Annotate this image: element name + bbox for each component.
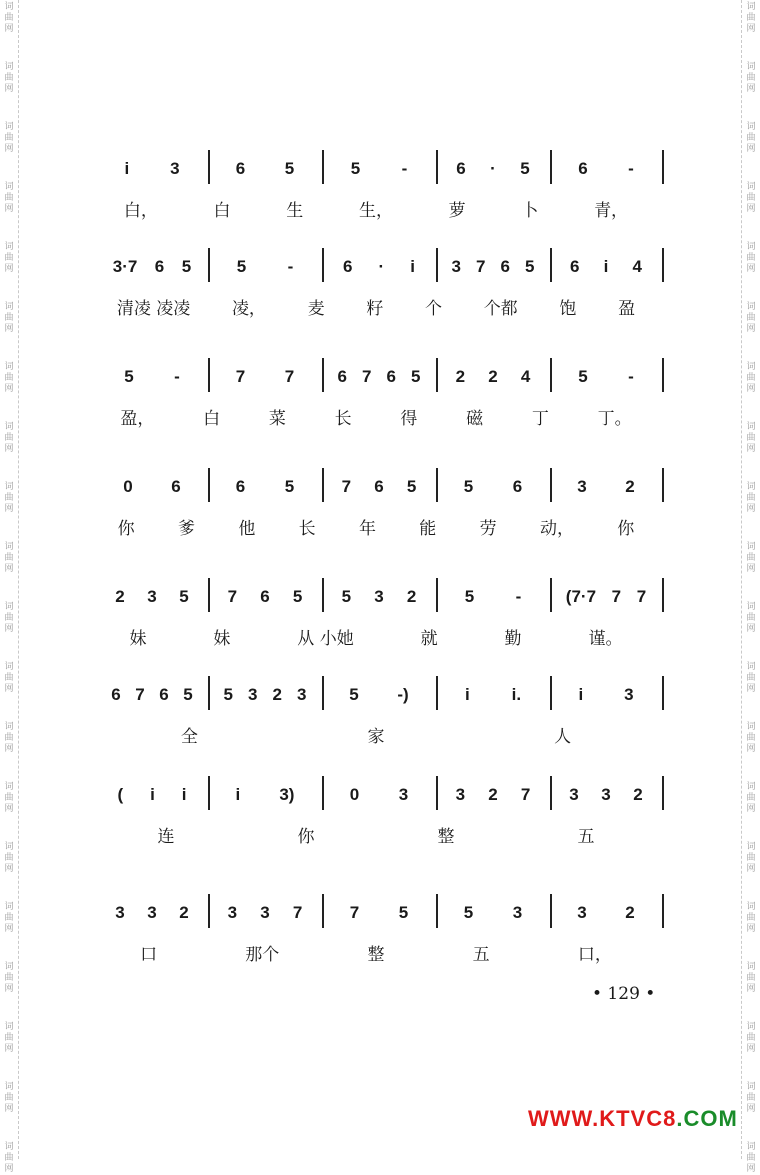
watermark-text: 词 曲 网 — [746, 662, 756, 694]
lyric: 口， — [577, 945, 612, 965]
bar-line — [208, 150, 210, 184]
bar-line — [208, 578, 210, 612]
note-group — [558, 686, 654, 704]
note: 6 — [154, 257, 165, 276]
lyric: 卜 — [521, 201, 539, 221]
bar-line — [322, 150, 324, 184]
note-group — [444, 904, 542, 922]
lyric: 青， — [594, 201, 629, 221]
note-group — [216, 160, 314, 178]
bar-line — [208, 358, 210, 392]
lyric: 他 — [238, 519, 256, 539]
site-url — [528, 1106, 738, 1132]
note-group — [558, 786, 654, 804]
watermark-text: 词 曲 网 — [746, 1082, 756, 1114]
note: 3 — [227, 903, 238, 922]
lyric: 磁 — [466, 409, 484, 429]
lyric: 妹 — [213, 629, 231, 649]
note-group — [558, 160, 654, 178]
bar-line — [208, 468, 210, 502]
bar-line — [550, 248, 552, 282]
bar-line — [322, 894, 324, 928]
note: 2 — [179, 903, 189, 922]
note-group — [444, 368, 542, 386]
note: i — [235, 785, 241, 804]
note-group — [444, 160, 542, 178]
note-group — [104, 258, 200, 276]
lyric: 人 — [554, 727, 572, 747]
note: 5 — [183, 685, 193, 704]
lyric: 全 — [180, 727, 198, 747]
note: 7 — [284, 367, 295, 386]
watermark-text: 词 曲 网 — [746, 62, 756, 94]
lyric: 个 — [425, 299, 442, 319]
note: - — [174, 367, 180, 386]
note: 7 — [341, 477, 352, 496]
watermark-text: 词 曲 网 — [4, 302, 14, 334]
note: 6 — [512, 477, 523, 496]
note: 5 — [406, 477, 417, 496]
note-group — [104, 686, 200, 704]
bar-line — [208, 676, 210, 710]
bar-line — [322, 676, 324, 710]
lyric: 五 — [472, 945, 490, 965]
note: 3 — [147, 903, 157, 922]
bar-line — [208, 894, 210, 928]
lyric: 年 — [358, 519, 376, 539]
lyric: 麦 — [307, 299, 325, 319]
lyric: 得 — [400, 409, 418, 429]
lyric: 整 — [437, 827, 455, 847]
note: 5 — [578, 367, 588, 386]
note: 7 — [292, 903, 303, 922]
bar-line — [662, 358, 664, 392]
lyric: 盈 — [618, 299, 636, 319]
watermark-text: 词 曲 网 — [4, 842, 14, 874]
note: · — [490, 159, 496, 178]
lyric: 爹 — [177, 519, 195, 539]
note-group — [216, 258, 314, 276]
note-group — [330, 368, 428, 386]
watermark-text: 词 曲 网 — [746, 182, 756, 214]
bar-line — [550, 468, 552, 502]
lyric: 盈， — [120, 409, 155, 429]
lyric: 清凌 凌凌 — [116, 299, 191, 319]
note: 3 — [260, 903, 270, 922]
watermark-text: 词 曲 网 — [4, 782, 14, 814]
bar-line — [436, 676, 438, 710]
note: 5 — [349, 685, 359, 704]
watermark-text: 词 曲 网 — [746, 902, 756, 934]
bar-line — [662, 776, 664, 810]
note-group — [558, 258, 654, 276]
bar-line — [662, 676, 664, 710]
lyric: 饱 — [559, 299, 577, 319]
watermark-text: 词 曲 网 — [746, 482, 756, 514]
note: 6 — [578, 159, 588, 178]
note: ( — [117, 785, 124, 804]
bar-line — [436, 578, 438, 612]
note: 3 — [512, 903, 523, 922]
note-group — [216, 904, 314, 922]
lyric-line — [96, 514, 656, 539]
note-group — [330, 786, 428, 804]
lyric: 动， — [539, 519, 574, 539]
watermark-text: 词 曲 网 — [746, 1022, 756, 1054]
bar-line — [550, 676, 552, 710]
note: 2 — [625, 903, 635, 922]
note: - — [287, 257, 294, 276]
lyric: 你 — [617, 519, 635, 539]
watermark-text: 词 曲 网 — [4, 902, 14, 934]
note: 2 — [455, 367, 466, 386]
watermark-text: 词 曲 网 — [4, 182, 14, 214]
note: 2 — [633, 785, 643, 804]
note-group — [444, 686, 542, 704]
note: 5 — [124, 367, 134, 386]
note: 5 — [181, 257, 192, 276]
note-group — [104, 588, 200, 606]
lyric: 从 小她 — [297, 629, 354, 649]
bar-line — [550, 358, 552, 392]
note: 5 — [236, 257, 247, 276]
watermark-text: 词 曲 网 — [746, 302, 756, 334]
bar-line — [208, 776, 210, 810]
note-group — [216, 368, 314, 386]
lyric: 五 — [577, 827, 595, 847]
watermark-text: 词 曲 网 — [4, 1082, 14, 1114]
watermark-text: 词 曲 网 — [746, 542, 756, 574]
lyric-line — [96, 624, 656, 649]
note: 3 — [398, 785, 409, 804]
note: · — [378, 257, 385, 276]
watermark-text: 词 曲 网 — [4, 722, 14, 754]
note: 3 — [374, 587, 384, 606]
note: 2 — [488, 367, 498, 386]
bar-line — [550, 150, 552, 184]
note: 6 — [570, 257, 580, 276]
lyric-line — [96, 294, 656, 319]
lyric: 家 — [367, 727, 385, 747]
note-group — [216, 588, 314, 606]
watermark-text: 词 曲 网 — [4, 2, 14, 34]
note: 3 — [115, 903, 125, 922]
note: i — [181, 785, 187, 804]
note: 0 — [349, 785, 360, 804]
note: 2 — [625, 477, 635, 496]
note-group — [444, 258, 542, 276]
lyric: 丁 — [531, 409, 549, 429]
bar-line — [322, 358, 324, 392]
note: 3 — [624, 685, 634, 704]
note-group — [216, 686, 314, 704]
note: 6 — [159, 685, 169, 704]
note: - — [628, 367, 634, 386]
note: - — [401, 159, 408, 178]
note: 4 — [632, 257, 642, 276]
note: 7 — [611, 587, 622, 606]
watermark-text: 词 曲 网 — [746, 362, 756, 394]
note: 7 — [476, 257, 486, 276]
bar-line — [662, 894, 664, 928]
watermark-text: 词 曲 网 — [4, 122, 14, 154]
left-watermark-column — [0, 0, 19, 1174]
note-group — [558, 588, 654, 606]
bar-line — [662, 578, 664, 612]
lyric-line — [96, 404, 656, 429]
watermark-text: 词 曲 网 — [746, 1142, 756, 1174]
lyric: 你 — [117, 519, 135, 539]
lyric-line — [96, 196, 656, 221]
lyric-line — [96, 940, 656, 965]
lyric: 就 — [420, 629, 438, 649]
note: 6 — [171, 477, 181, 496]
lyric-line — [96, 822, 656, 847]
lyric: 萝 — [448, 201, 466, 221]
lyric: 勤 — [504, 629, 522, 649]
bar-line — [436, 358, 438, 392]
note-group — [104, 160, 200, 178]
note: 3 — [577, 903, 587, 922]
note: 3) — [279, 785, 295, 804]
note: 6 — [374, 477, 384, 496]
watermark-text: 词 曲 网 — [4, 1142, 14, 1174]
note: 7 — [349, 903, 360, 922]
watermark-text: 词 曲 网 — [746, 722, 756, 754]
watermark-text: 词 曲 网 — [4, 962, 14, 994]
note: (7·7 — [565, 587, 597, 606]
note: 5 — [398, 903, 409, 922]
lyric: 丁。 — [597, 409, 632, 429]
note: 5 — [350, 159, 361, 178]
watermark-text: 词 曲 网 — [4, 362, 14, 394]
note-group — [216, 786, 314, 804]
lyric: 连 — [157, 827, 175, 847]
note: 5 — [223, 685, 233, 704]
lyric: 生 — [286, 201, 304, 221]
note-group — [330, 588, 428, 606]
note-group — [444, 786, 542, 804]
bar-line — [436, 776, 438, 810]
note: i. — [511, 685, 522, 704]
note: 5 — [292, 587, 303, 606]
note: 7 — [636, 587, 647, 606]
watermark-text: 词 曲 网 — [4, 542, 14, 574]
note: 5 — [463, 903, 474, 922]
bar-line — [322, 248, 324, 282]
note: 3 — [147, 587, 157, 606]
lyric: 口 — [140, 945, 158, 965]
note: 5 — [411, 367, 421, 386]
watermark-text: 词 曲 网 — [746, 122, 756, 154]
right-watermark-column — [741, 0, 760, 1174]
bar-line — [436, 248, 438, 282]
lyric: 菜 — [268, 409, 286, 429]
lyric: 劳 — [479, 519, 497, 539]
bar-line — [322, 578, 324, 612]
watermark-text: 词 曲 网 — [4, 242, 14, 274]
bar-line — [436, 468, 438, 502]
note: 6 — [343, 257, 353, 276]
note: 6 — [260, 587, 270, 606]
note: 5 — [179, 587, 189, 606]
watermark-text: 词 曲 网 — [746, 602, 756, 634]
note-group — [104, 478, 200, 496]
watermark-text: 词 曲 网 — [746, 782, 756, 814]
note: 3 — [297, 685, 307, 704]
lyric-line — [96, 722, 656, 747]
note: 5 — [341, 587, 352, 606]
note: 3 — [451, 257, 461, 276]
bar-line — [436, 150, 438, 184]
note: 6 — [235, 159, 246, 178]
lyric: 白 — [213, 201, 231, 221]
note: 6 — [500, 257, 510, 276]
watermark-text: 词 曲 网 — [4, 662, 14, 694]
note: 5 — [284, 477, 295, 496]
note: i — [464, 685, 470, 704]
note: 5 — [525, 257, 535, 276]
watermark-text: 词 曲 网 — [746, 242, 756, 274]
note: - — [515, 587, 522, 606]
note: 3·7 — [112, 257, 138, 276]
lyric: 你 — [297, 827, 315, 847]
lyric: 白， — [123, 201, 158, 221]
bar-line — [322, 468, 324, 502]
bar-line — [550, 776, 552, 810]
lyric: 凌， — [231, 299, 266, 319]
note: 3 — [170, 159, 180, 178]
note: 7 — [235, 367, 246, 386]
lyric: 生， — [358, 201, 393, 221]
note: 6 — [235, 477, 246, 496]
note: 3 — [248, 685, 258, 704]
note: 3 — [577, 477, 587, 496]
note-group — [104, 368, 200, 386]
site-url-main: WWW.KTVC8 — [528, 1106, 677, 1131]
note: 6 — [111, 685, 121, 704]
note-group — [444, 478, 542, 496]
note: 5 — [463, 477, 474, 496]
note-group — [444, 588, 542, 606]
note: 7 — [135, 685, 145, 704]
watermark-text: 词 曲 网 — [4, 602, 14, 634]
page-number: • 129 • — [592, 984, 656, 1004]
note: 2 — [406, 587, 417, 606]
note-group — [558, 904, 654, 922]
note: 0 — [123, 477, 133, 496]
note-group — [558, 368, 654, 386]
site-url-tld: .COM — [676, 1106, 738, 1131]
note: 5 — [464, 587, 475, 606]
lyric: 那个 — [245, 945, 280, 965]
watermark-text: 词 曲 网 — [746, 2, 756, 34]
note-group — [330, 258, 428, 276]
note: - — [628, 159, 634, 178]
bar-line — [436, 894, 438, 928]
watermark-text: 词 曲 网 — [4, 482, 14, 514]
note-group — [104, 904, 200, 922]
note-group — [330, 478, 428, 496]
watermark-text: 词 曲 网 — [4, 1022, 14, 1054]
note: 6 — [337, 367, 347, 386]
note: 4 — [520, 367, 531, 386]
note-group — [330, 686, 428, 704]
bar-line — [208, 248, 210, 282]
note: 7 — [520, 785, 531, 804]
note: 3 — [601, 785, 611, 804]
note: 6 — [386, 367, 396, 386]
note-group — [330, 160, 428, 178]
bar-line — [550, 578, 552, 612]
watermark-text: 词 曲 网 — [746, 422, 756, 454]
lyric: 整 — [367, 945, 385, 965]
bar-line — [662, 468, 664, 502]
watermark-text: 词 曲 网 — [746, 842, 756, 874]
lyric: 长 — [334, 409, 352, 429]
note: 5 — [284, 159, 295, 178]
watermark-text: 词 曲 网 — [4, 62, 14, 94]
bar-line — [662, 248, 664, 282]
note-group — [104, 786, 200, 804]
bar-line — [550, 894, 552, 928]
note-group — [216, 478, 314, 496]
bar-line — [662, 150, 664, 184]
note: 3 — [455, 785, 466, 804]
watermark-text: 词 曲 网 — [4, 422, 14, 454]
note: 3 — [569, 785, 579, 804]
note: i — [150, 785, 155, 804]
note: 5 — [520, 159, 530, 178]
note: 7 — [362, 367, 372, 386]
lyric: 妹 — [129, 629, 147, 649]
note-group — [558, 478, 654, 496]
note: i — [603, 257, 609, 276]
note: 2 — [115, 587, 125, 606]
note: 2 — [488, 785, 498, 804]
note: 2 — [272, 685, 282, 704]
lyric: 白 — [203, 409, 221, 429]
lyric: 籽 — [366, 299, 384, 319]
note: 6 — [456, 159, 466, 178]
lyric: 谨。 — [588, 629, 623, 649]
watermark-text: 词 曲 网 — [746, 962, 756, 994]
note: i — [578, 685, 584, 704]
lyric: 长 — [298, 519, 316, 539]
note: i — [124, 159, 130, 178]
note: 7 — [227, 587, 238, 606]
lyric: 能 — [419, 519, 437, 539]
lyric: 个都 — [483, 299, 518, 319]
note: -) — [397, 685, 409, 704]
note-group — [330, 904, 428, 922]
bar-line — [322, 776, 324, 810]
note: i — [410, 257, 415, 276]
